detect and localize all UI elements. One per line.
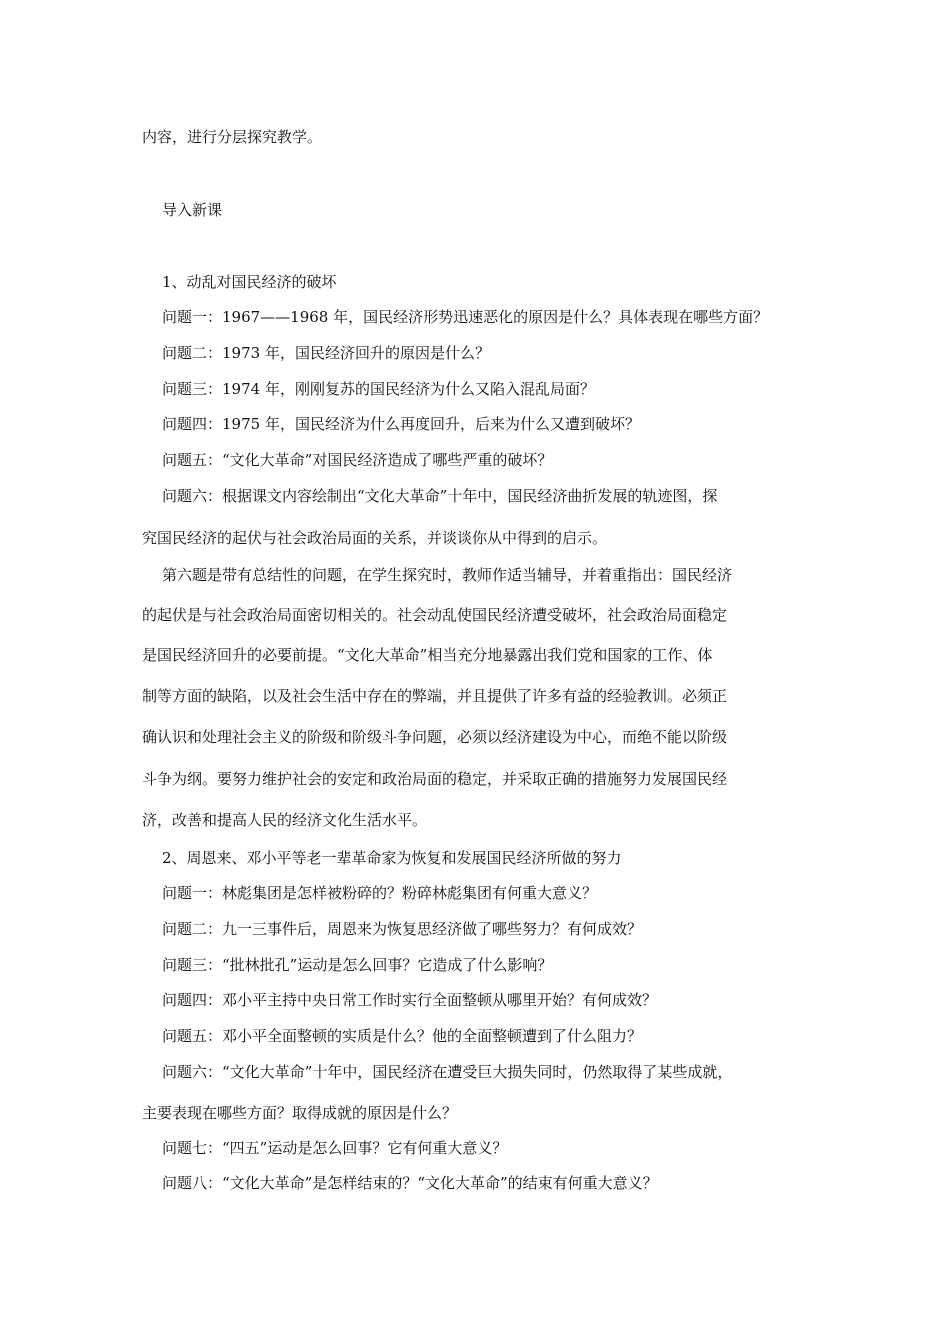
section-heading-1: 1、动乱对国民经济的破坏	[162, 273, 337, 291]
question-line-continued: 主要表现在哪些方面？取得成就的原因是什么？	[142, 1104, 458, 1122]
question-line: 问题七：“四五”运动是怎么回事？它有何重大意义？	[162, 1139, 508, 1157]
body-paragraph-line: 的起伏是与社会政治局面密切相关的。社会动乱使国民经济遭受破坏，社会政治局面稳定	[142, 606, 728, 624]
question-line: 问题一：1967——1968 年，国民经济形势迅速恶化的原因是什么？具体表现在哪些方面？	[162, 308, 769, 326]
question-line: 问题二：1973 年，国民经济回升的原因是什么？	[162, 344, 490, 362]
paragraph-continuation: 内容，进行分层探究教学。	[142, 128, 323, 146]
question-line-continued: 究国民经济的起伏与社会政治局面的关系，并谈谈你从中得到的启示。	[142, 529, 608, 547]
section-heading-2: 2、周恩来、邓小平等老一辈革命家为恢复和发展国民经济所做的努力	[162, 849, 622, 867]
question-line: 问题四：邓小平主持中央日常工作时实行全面整顿从哪里开始？有何成效？	[162, 991, 658, 1009]
body-paragraph-line: 是国民经济回升的必要前提。“文化大革命”相当充分地暴露出我们党和国家的工作、体	[142, 646, 713, 664]
body-paragraph-line: 济，改善和提高人民的经济文化生活水平。	[142, 811, 428, 829]
body-paragraph-line: 斗争为纲。要努力维护社会的安定和政治局面的稳定，并采取正确的措施努力发展国民经	[142, 770, 728, 788]
question-line: 问题五：邓小平全面整顿的实质是什么？他的全面整顿遭到了什么阻力？	[162, 1027, 643, 1045]
question-line: 问题六：“文化大革命”十年中，国民经济在遭受巨大损失同时，仍然取得了某些成就，	[162, 1063, 733, 1081]
question-line: 问题三：“批林批孔”运动是怎么回事？它造成了什么影响？	[162, 956, 553, 974]
body-paragraph-line: 确认识和处理社会主义的阶级和阶级斗争问题，必须以经济建设为中心，而绝不能以阶级	[142, 728, 728, 746]
question-line: 问题四：1975 年，国民经济为什么再度回升，后来为什么又遭到破坏？	[162, 415, 640, 433]
question-line: 问题五：“文化大革命”对国民经济造成了哪些严重的破坏？	[162, 451, 553, 469]
question-line: 问题三：1974 年，刚刚复苏的国民经济为什么又陷入混乱局面？	[162, 380, 595, 398]
question-line: 问题一：林彪集团是怎样被粉碎的？粉碎林彪集团有何重大意义？	[162, 884, 598, 902]
body-paragraph-line: 第六题是带有总结性的问题，在学生探究时，教师作适当辅导，并着重指出：国民经济	[162, 566, 733, 584]
body-paragraph-line: 制等方面的缺陷，以及社会生活中存在的弊端，并且提供了许多有益的经验教训。必须正	[142, 687, 728, 705]
question-line: 问题六：根据课文内容绘制出“文化大革命”十年中，国民经济曲折发展的轨迹图，探	[162, 487, 718, 505]
section-heading-intro: 导入新课	[162, 201, 223, 219]
question-line: 问题八：“文化大革命”是怎样结束的？“文化大革命”的结束有何重大意义？	[162, 1174, 658, 1192]
question-line: 问题二：九一三事件后，周恩来为恢复思经济做了哪些努力？有何成效？	[162, 920, 643, 938]
